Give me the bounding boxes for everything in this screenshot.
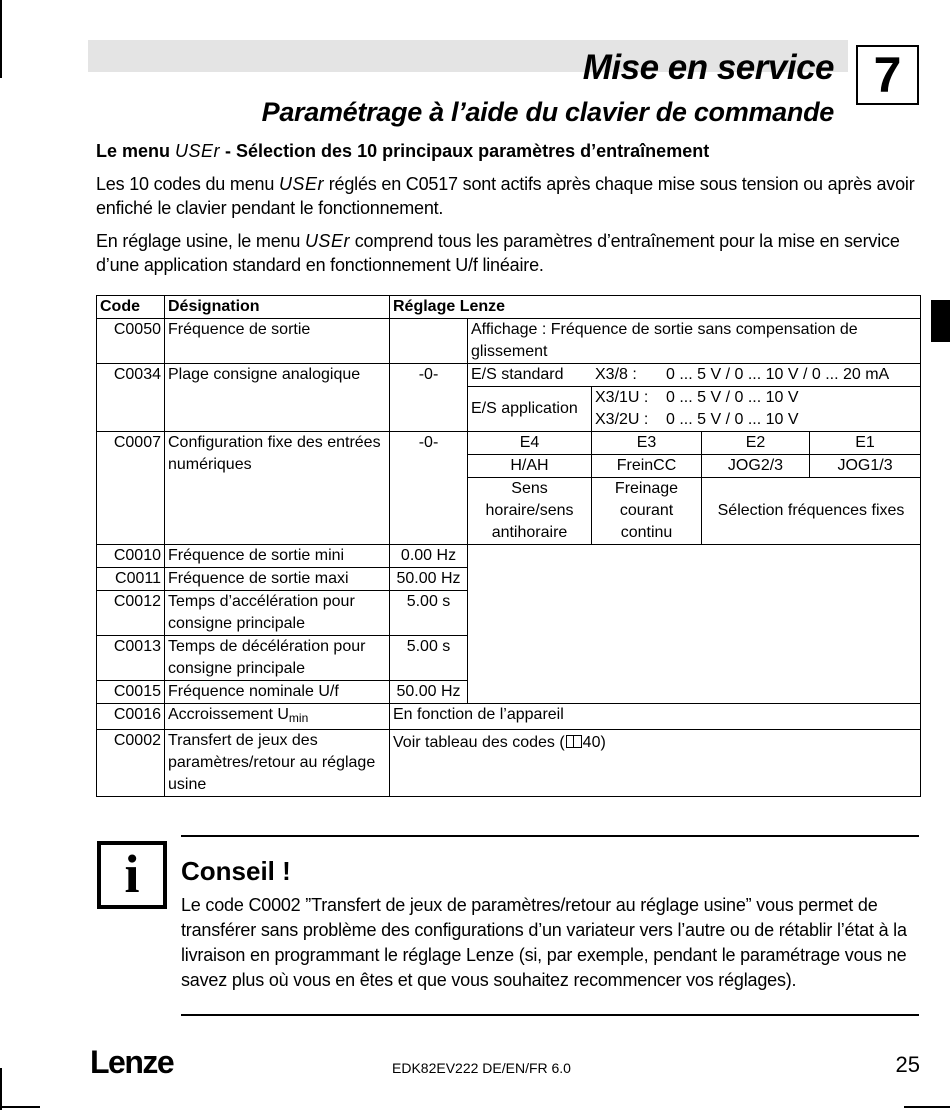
- param-designation: Temps d’accélération pour consigne principale: [165, 591, 390, 636]
- param-designation: Configuration fixe des entrées numériques: [165, 432, 390, 545]
- tip-text: Le code C0002 ”Transfert de jeux de paramètres/retour au réglage usine” vous permet de transférer sans problème des configurations d’un variateur vers l’autre ou de rétablir l’état à la livraison en programmant le réglage Lenze (si, par exemple, pendant le paramétrage vous ne savez plus où vous en êtes et que vous souhaitez recommencer vos réglages).: [181, 895, 907, 990]
- menu-code-user: USEr: [278, 174, 324, 194]
- param-designation: [165, 704, 390, 730]
- input-label: E4: [468, 432, 592, 455]
- param-value: 5.00 s: [390, 591, 468, 636]
- table-row: [97, 730, 921, 797]
- param-value: -0-: [390, 432, 468, 545]
- io-standard-cell: [468, 364, 921, 387]
- io-application-range: 0 ... 5 V / 0 ... 10 V: [666, 411, 799, 428]
- menu-code-user: USEr: [175, 141, 221, 161]
- input-function: H/AH: [468, 455, 592, 478]
- io-application-label: E/S application: [468, 387, 592, 432]
- menu-code-user: USEr: [304, 231, 350, 251]
- io-application-ranges: [592, 387, 921, 432]
- input-function: JOG1/3: [810, 455, 921, 478]
- paragraph-text: En réglage usine, le menu: [96, 231, 305, 251]
- param-code: C0015: [97, 681, 165, 704]
- lenze-logo: Lenze: [90, 1044, 174, 1080]
- value-text: Voir tableau des codes (: [393, 734, 565, 751]
- param-designation: Fréquence de sortie: [165, 319, 390, 364]
- document-reference: EDK82EV222 DE/EN/FR 6.0: [392, 1060, 571, 1076]
- io-application-terminal: X3/1U :: [595, 389, 649, 406]
- section-title-suffix: - Sélection des 10 principaux paramètres d’entraînement: [220, 141, 710, 161]
- param-designation: Fréquence de sortie mini: [165, 545, 390, 568]
- chapter-number: 7: [856, 45, 919, 105]
- input-description: Sélection fréquences fixes: [702, 478, 921, 545]
- io-standard-label: E/S standard: [471, 366, 564, 383]
- chapter-title: Mise en service: [582, 48, 834, 87]
- table-row: [97, 704, 921, 730]
- param-value: 50.00 Hz: [390, 681, 468, 704]
- param-code: C0012: [97, 591, 165, 636]
- table-row: [97, 364, 921, 387]
- input-function: JOG2/3: [702, 455, 810, 478]
- table-row: [97, 319, 921, 364]
- header-setting: Réglage Lenze: [390, 296, 921, 319]
- paragraph-text: comprend tous les paramètres d’entraînement pour la mise en service d’une application standard en fonctionnement U/f linéaire.: [96, 231, 900, 275]
- book-icon: [566, 735, 582, 748]
- param-code: C0002: [97, 730, 165, 797]
- empty-cell: [468, 545, 921, 704]
- paragraph-text: Les 10 codes du menu: [96, 174, 279, 194]
- crop-mark: [0, 0, 2, 78]
- param-value: 0.00 Hz: [390, 545, 468, 568]
- intro-paragraph-2: [96, 229, 920, 277]
- param-code: C0050: [97, 319, 165, 364]
- param-code: C0010: [97, 545, 165, 568]
- io-standard-range: 0 ... 5 V / 0 ... 10 V / 0 ... 20 mA: [666, 366, 890, 383]
- param-designation: Fréquence de sortie maxi: [165, 568, 390, 591]
- input-label: E3: [592, 432, 702, 455]
- page-number: 25: [895, 1052, 920, 1077]
- input-label: E2: [702, 432, 810, 455]
- param-code: C0007: [97, 432, 165, 545]
- designation-text: Accroissement U: [168, 706, 289, 723]
- param-code: C0016: [97, 704, 165, 730]
- io-application-range: 0 ... 5 V / 0 ... 10 V: [666, 389, 799, 406]
- info-icon: i: [97, 841, 167, 909]
- intro-paragraph-1: [96, 172, 920, 220]
- subscript-min: min: [288, 711, 309, 725]
- io-application-terminal: X3/2U :: [595, 411, 649, 428]
- param-value: -0-: [390, 364, 468, 432]
- input-function: FreinCC: [592, 455, 702, 478]
- input-description: Sens horaire/sens antihoraire: [468, 478, 592, 545]
- parameter-table: [96, 295, 921, 797]
- header-code: Code: [97, 296, 165, 319]
- crop-mark: [0, 1106, 40, 1108]
- param-designation: Transfert de jeux des paramètres/retour au réglage usine: [165, 730, 390, 797]
- io-standard-terminal: X3/8 :: [595, 366, 637, 383]
- tip-top-rule: [181, 835, 919, 837]
- section-title: [96, 141, 709, 162]
- param-designation: Temps de décélération pour consigne principale: [165, 636, 390, 681]
- param-value: [390, 730, 921, 797]
- input-label: E1: [810, 432, 921, 455]
- crop-mark: [0, 1068, 2, 1110]
- input-description: Freinage courant continu: [592, 478, 702, 545]
- header-designation: Désignation: [165, 296, 390, 319]
- chapter-subtitle: Paramétrage à l’aide du clavier de commande: [261, 97, 834, 127]
- param-value: [390, 319, 468, 364]
- param-value: 5.00 s: [390, 636, 468, 681]
- section-tab-marker: [931, 300, 950, 342]
- table-header-row: [97, 296, 921, 319]
- tip-title: Conseil !: [181, 856, 291, 886]
- table-row: [97, 432, 921, 455]
- value-text: 40): [582, 734, 606, 751]
- param-code: C0013: [97, 636, 165, 681]
- param-code: C0034: [97, 364, 165, 432]
- param-designation: Fréquence nominale U/f: [165, 681, 390, 704]
- param-note: Affichage : Fréquence de sortie sans compensation de glissement: [468, 319, 921, 364]
- param-value: En fonction de l’appareil: [390, 704, 921, 730]
- table-row: [97, 545, 921, 568]
- param-designation: Plage consigne analogique: [165, 364, 390, 432]
- param-value: 50.00 Hz: [390, 568, 468, 591]
- section-title-prefix: Le menu: [96, 141, 176, 161]
- tip-bottom-rule: [181, 1014, 919, 1016]
- param-code: C0011: [97, 568, 165, 591]
- paragraph-text: réglés en C0517 sont actifs après chaque mise sous tension ou après avoir enfiché le clavier pendant le fonctionnement.: [96, 174, 915, 218]
- crop-mark: [904, 1106, 950, 1108]
